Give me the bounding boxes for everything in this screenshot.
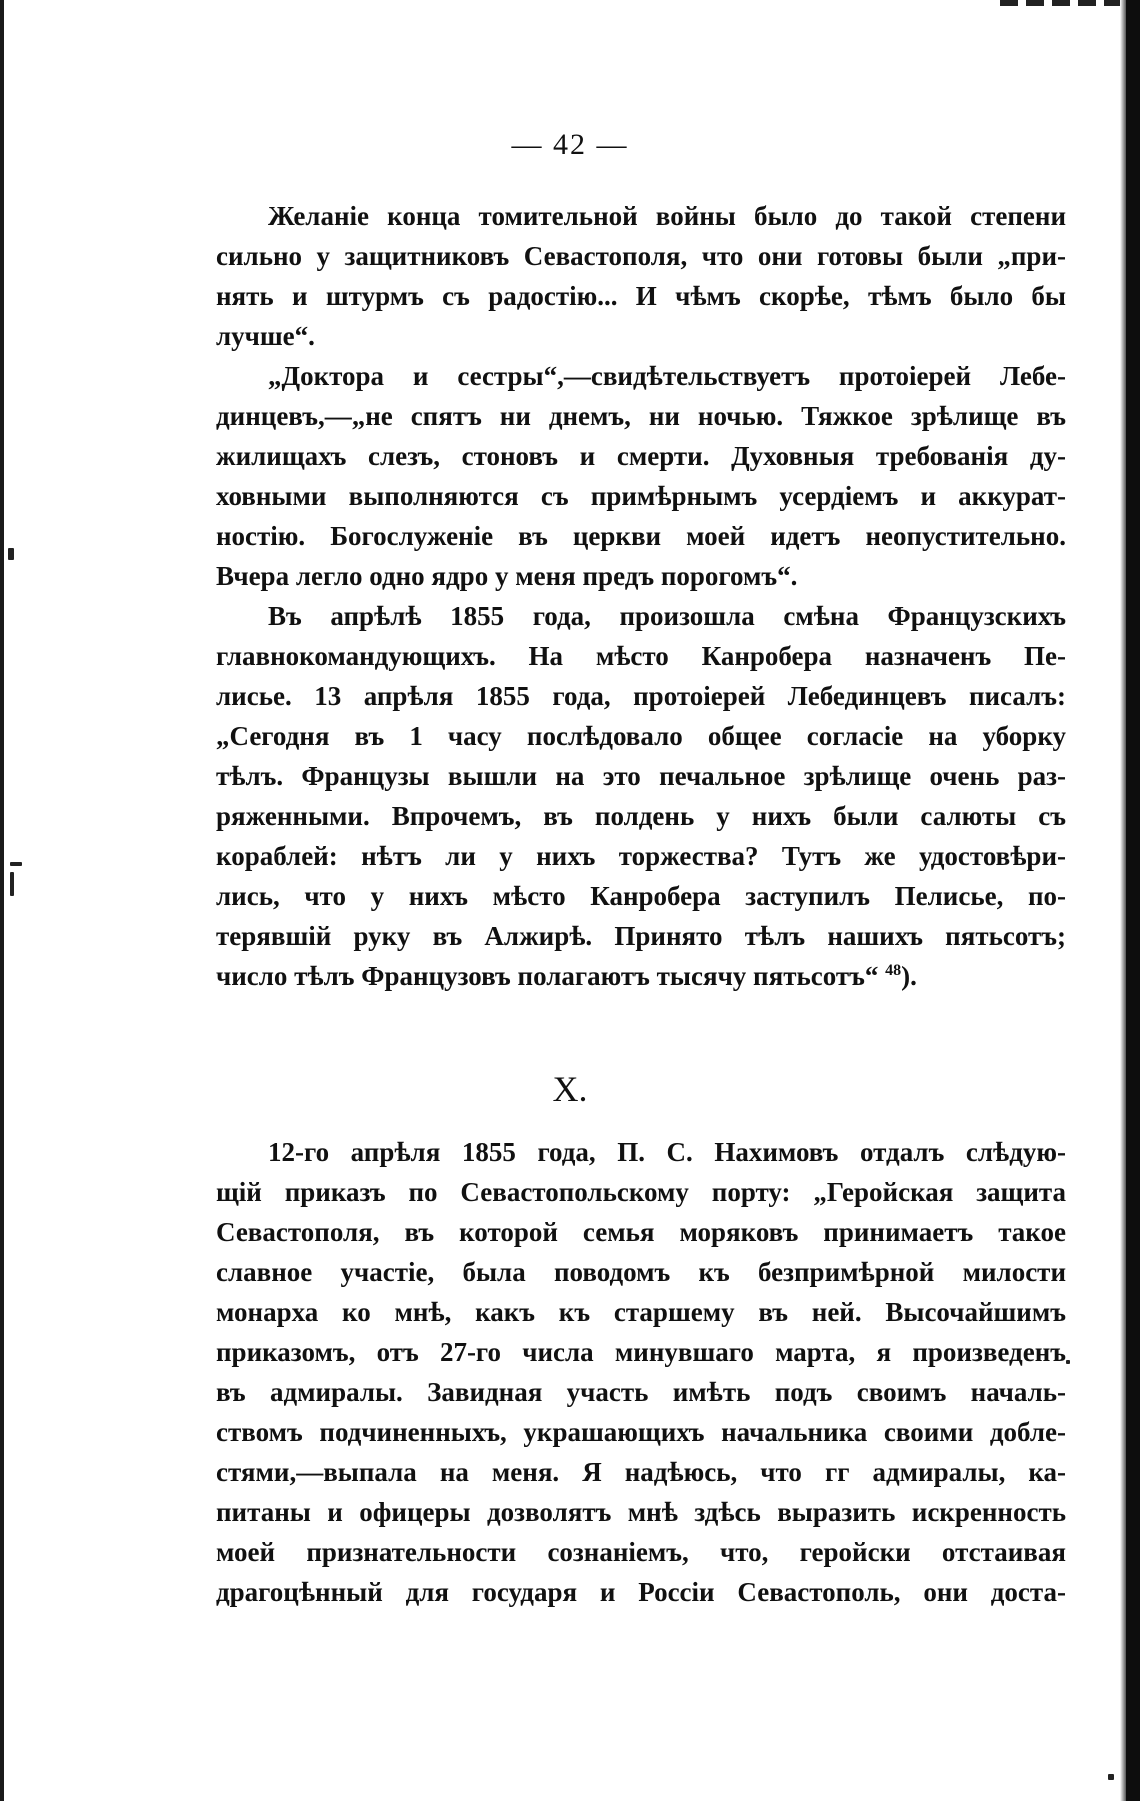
text-line: динцевъ,—„не спятъ ни днемъ, ни ночью. Тяжкое зрѣлище въ bbox=[216, 401, 1066, 431]
scan-left-edge bbox=[0, 0, 4, 1801]
text-line: „Сегодня въ 1 часу послѣдовало общее согласіе на уборку bbox=[216, 721, 1066, 751]
text-line: тѣлъ. Французы вышли на это печальное зрѣлище очень раз- bbox=[216, 761, 1066, 791]
text-line: щій приказъ по Севастопольскому порту: „Геройская защита bbox=[216, 1177, 1066, 1207]
scan-speck bbox=[10, 872, 14, 896]
scan-speck bbox=[8, 548, 14, 560]
text-line: жилищахъ слезъ, стоновъ и смерти. Духовныя требованія ду- bbox=[216, 441, 1066, 471]
scan-right-edge bbox=[1126, 0, 1140, 1801]
paragraph bbox=[216, 596, 1066, 996]
section-heading: X. bbox=[552, 1069, 588, 1109]
body-text-bottom bbox=[216, 1132, 1066, 1612]
scan-top-mark bbox=[1000, 0, 1120, 6]
text-line: славное участіе, была поводомъ къ безпримѣрной милости bbox=[216, 1257, 1066, 1287]
text-line: ховными выполняются съ примѣрнымъ усердіемъ и аккурат- bbox=[216, 481, 1066, 511]
body-text-top bbox=[216, 196, 1066, 996]
text-line: монарха ко мнѣ, какъ къ старшему въ ней. Высочайшимъ bbox=[216, 1297, 1066, 1327]
paragraph bbox=[216, 196, 1066, 356]
page-number: — 42 — bbox=[511, 128, 629, 161]
text-line: моей признательности сознаніемъ, что, геройски отстаивая bbox=[216, 1537, 1066, 1567]
footnote-tail: ). bbox=[901, 961, 917, 991]
text-line: Желаніе конца томительной войны было до такой степени bbox=[268, 201, 1066, 231]
footnote-reference: 48 bbox=[885, 962, 902, 979]
text-line: ностію. Богослуженіе въ церкви моей идетъ неопустительно. bbox=[216, 521, 1066, 551]
text-line: ряженными. Впрочемъ, въ полдень у нихъ были салюты съ bbox=[216, 801, 1066, 831]
text-line: драгоцѣнный для государя и Россіи Севастополь, они доста- bbox=[216, 1577, 1066, 1607]
text-line: стями,—выпала на меня. Я надѣюсь, что гг адмиралы, ка- bbox=[216, 1457, 1066, 1487]
text-line: лисье. 13 апрѣля 1855 года, протоіерей Лебединцевъ писалъ: bbox=[216, 681, 1066, 711]
text-line: терявшій руку въ Алжирѣ. Принято тѣлъ нашихъ пятьсотъ; bbox=[216, 921, 1066, 951]
text-line: лучше“. bbox=[216, 321, 315, 351]
text-line: сильно у защитниковъ Севастополя, что они готовы были „при- bbox=[216, 241, 1066, 271]
text-line: 12-го апрѣля 1855 года, П. С. Нахимовъ отдалъ слѣдую- bbox=[268, 1137, 1066, 1167]
paragraph bbox=[216, 1132, 1066, 1612]
text-line: ствомъ подчиненныхъ, украшающихъ начальника своими добле- bbox=[216, 1417, 1066, 1447]
text-line: Севастополя, въ которой семья моряковъ принимаетъ такое bbox=[216, 1217, 1066, 1247]
text-line: приказомъ, отъ 27-го числа минувшаго марта, я произведенъ bbox=[216, 1337, 1066, 1367]
text-line: Въ апрѣлѣ 1855 года, произошла смѣна Французскихъ bbox=[268, 601, 1066, 631]
text-line-content: число тѣлъ Французовъ полагаютъ тысячу пятьсотъ“ bbox=[216, 961, 879, 991]
text-line: „Доктора и сестры“,—свидѣтельствуетъ протоіерей Лебе- bbox=[268, 361, 1066, 391]
paragraph bbox=[216, 356, 1066, 596]
text-line: въ адмиралы. Завидная участь имѣть подъ своимъ началь- bbox=[216, 1377, 1066, 1407]
text-line: нять и штурмъ съ радостію... И чѣмъ скорѣе, тѣмъ было бы bbox=[216, 281, 1066, 311]
scan-speck bbox=[10, 862, 22, 866]
text-line: главнокомандующихъ. На мѣсто Канробера назначенъ Пе- bbox=[216, 641, 1066, 671]
text-line: питаны и офицеры дозволятъ мнѣ здѣсь выразить искренность bbox=[216, 1497, 1066, 1527]
text-line: лись, что у нихъ мѣсто Канробера заступилъ Пелисье, по- bbox=[216, 881, 1066, 911]
text-line bbox=[216, 956, 1066, 996]
scan-speck bbox=[1108, 1774, 1114, 1780]
text-line: Вчера легло одно ядро у меня предъ порогомъ“. bbox=[216, 561, 798, 591]
scan-speck bbox=[1066, 1360, 1070, 1364]
text-line: кораблей: нѣтъ ли у нихъ торжества? Тутъ же удостовѣри- bbox=[216, 841, 1066, 871]
